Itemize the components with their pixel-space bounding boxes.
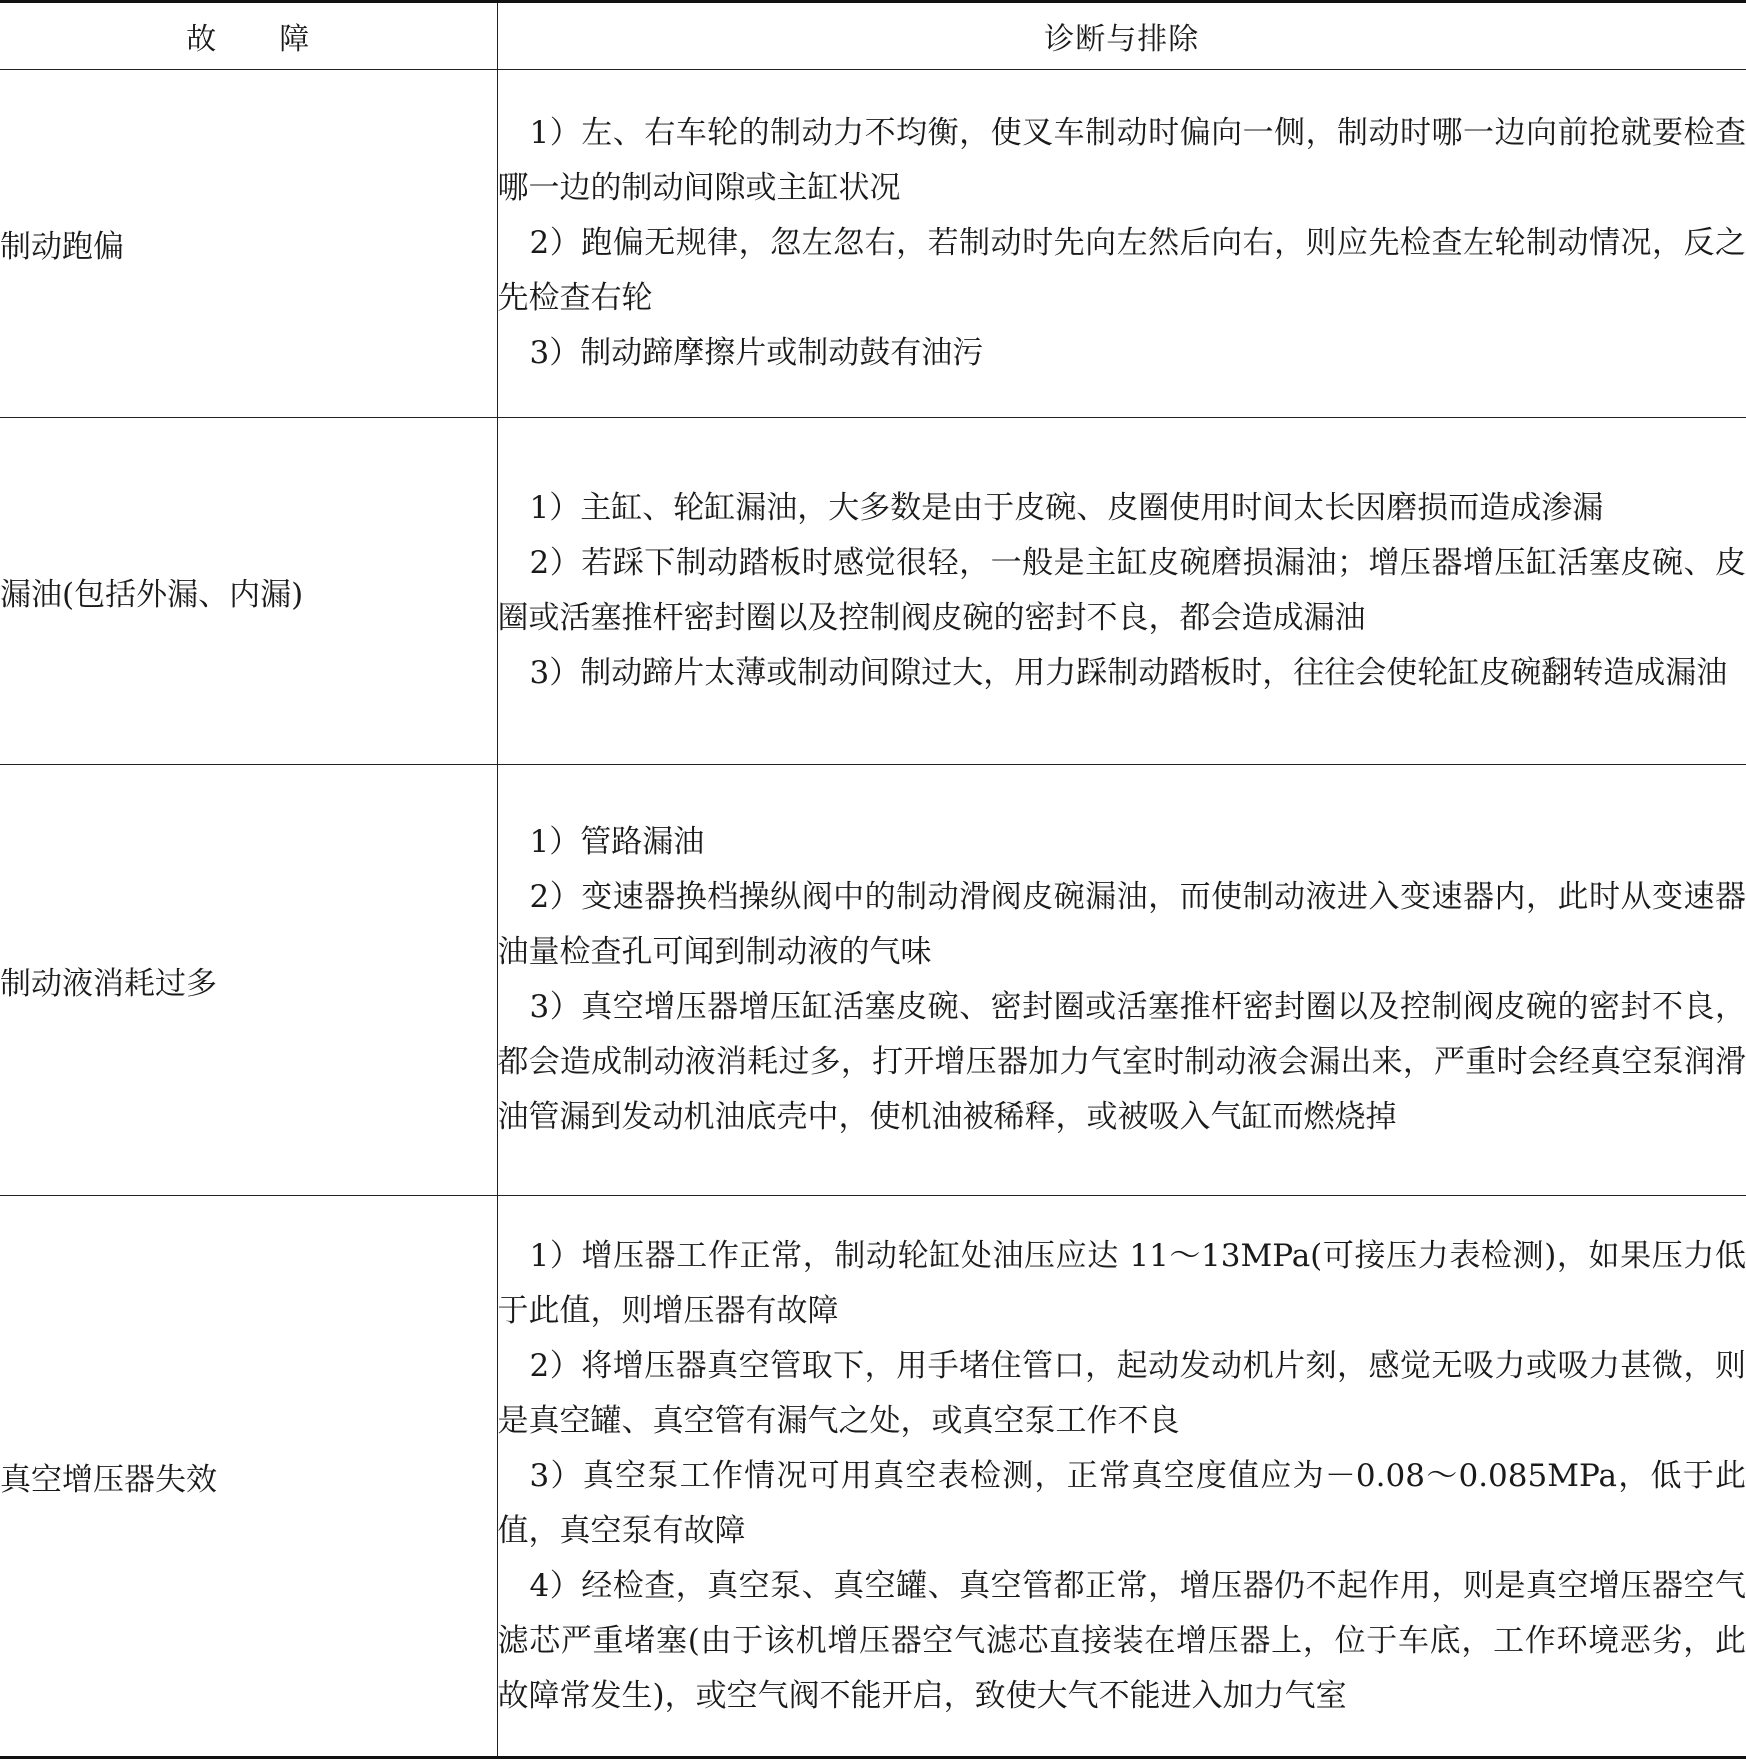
fault-name: 真空增压器失效 — [0, 1196, 497, 1758]
header-diagnosis: 诊断与排除 — [497, 2, 1746, 70]
header-fault: 故 障 — [0, 2, 497, 70]
table-row — [0, 1196, 1746, 1758]
diagnosis-item: 2）将增压器真空管取下，用手堵住管口，起动发动机片刻，感觉无吸力或吸力甚微，则是真空罐、真空管有漏气之处，或真空泵工作不良 — [497, 1347, 1746, 1439]
header-row — [0, 2, 1746, 70]
diagnosis-cell — [497, 70, 1746, 418]
table-row — [0, 765, 1746, 1196]
diagnosis-item: 3）制动蹄片太薄或制动间隙过大，用力踩制动踏板时，往往会使轮缸皮碗翻转造成漏油 — [529, 655, 1728, 691]
diagnosis-item: 1）增压器工作正常，制动轮缸处油压应达 11～13MPa(可接压力表检测)，如果压力低于此值，则增压器有故障 — [497, 1237, 1746, 1329]
diagnosis-item: 2）变速器换档操纵阀中的制动滑阀皮碗漏油，而使制动液进入变速器内，此时从变速器油量检查孔可闻到制动液的气味 — [497, 879, 1746, 970]
table-row — [0, 70, 1746, 418]
diagnosis-cell — [497, 418, 1746, 765]
diagnosis-item: 3）真空泵工作情况可用真空表检测，正常真空度值应为－0.08～0.085MPa，低于此值，真空泵有故障 — [497, 1457, 1746, 1549]
fault-name: 制动跑偏 — [0, 70, 497, 418]
table-header — [0, 2, 1746, 70]
diagnosis-item: 3）真空增压器增压缸活塞皮碗、密封圈或活塞推杆密封圈以及控制阀皮碗的密封不良，都会造成制动液消耗过多，打开增压器加力气室时制动液会漏出来，严重时会经真空泵润滑油管漏到发动机油底壳中，使机油被稀释，或被吸入气缸而燃烧掉 — [497, 989, 1746, 1135]
table-row — [0, 418, 1746, 765]
diagnosis-item: 3）制动蹄摩擦片或制动鼓有油污 — [529, 335, 984, 371]
fault-name: 制动液消耗过多 — [0, 765, 497, 1196]
diagnosis-cell — [497, 1196, 1746, 1758]
diagnosis-item: 2）若踩下制动踏板时感觉很轻，一般是主缸皮碗磨损漏油；增压器增压缸活塞皮碗、皮圈或活塞推杆密封圈以及控制阀皮碗的密封不良，都会造成漏油 — [497, 545, 1746, 636]
diagnosis-item: 1）主缸、轮缸漏油，大多数是由于皮碗、皮圈使用时间太长因磨损而造成渗漏 — [529, 490, 1604, 526]
diagnosis-item: 4）经检查，真空泵、真空罐、真空管都正常，增压器仍不起作用，则是真空增压器空气滤芯严重堵塞(由于该机增压器空气滤芯直接装在增压器上，位于车底，工作环境恶劣，此故障常发生)，或空气阀不能开启，致使大气不能进入加力气室 — [497, 1567, 1746, 1714]
diagnosis-item: 1）管路漏油 — [529, 824, 705, 860]
diagnosis-cell — [497, 765, 1746, 1196]
table-body — [0, 70, 1746, 1758]
fault-name: 漏油(包括外漏、内漏) — [0, 418, 497, 765]
diagnosis-item: 1）左、右车轮的制动力不均衡，使叉车制动时偏向一侧，制动时哪一边向前抢就要检查哪一边的制动间隙或主缸状况 — [497, 115, 1746, 206]
diagnosis-item: 2）跑偏无规律，忽左忽右，若制动时先向左然后向右，则应先检查左轮制动情况，反之先检查右轮 — [497, 225, 1746, 316]
